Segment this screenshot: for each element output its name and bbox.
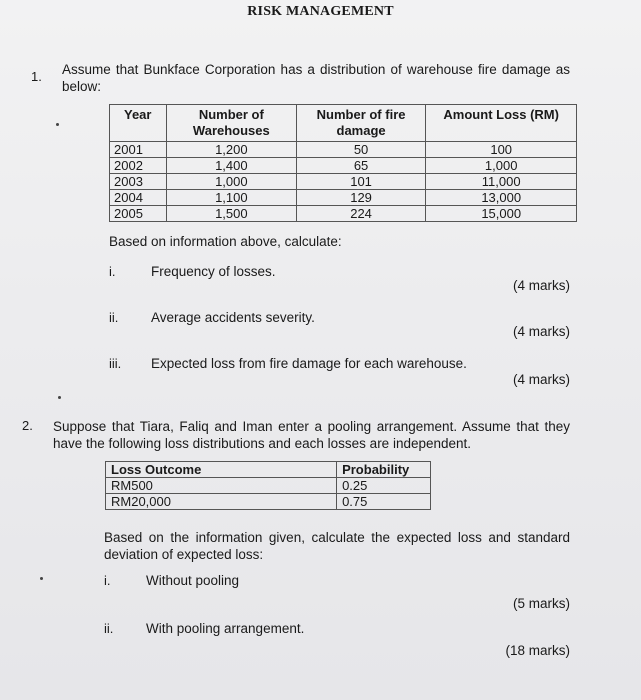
column-header: Number of Warehouses: [166, 105, 296, 142]
column-header: Number of fire damage: [296, 105, 426, 142]
table-cell: 1,500: [166, 206, 296, 222]
column-header: Loss Outcome: [106, 462, 337, 478]
table-cell: RM20,000: [106, 494, 337, 510]
marks-label: (5 marks): [513, 596, 570, 611]
warehouse-fire-table: [109, 104, 577, 222]
table-cell: 2001: [110, 142, 167, 158]
table-cell: 2003: [110, 174, 167, 190]
marks-label: (18 marks): [505, 643, 570, 658]
part-number: ii.: [104, 621, 114, 636]
table-cell: 101: [296, 174, 426, 190]
table-cell: 65: [296, 158, 426, 174]
margin-mark: [56, 123, 59, 126]
table-cell: 1,400: [166, 158, 296, 174]
table-cell: 1,000: [166, 174, 296, 190]
question-2-intro: Suppose that Tiara, Faliq and Iman enter a pooling arrangement. Assume that they have the following loss distributions and each losses are independent.: [53, 419, 570, 451]
marks-label: (4 marks): [513, 278, 570, 293]
table-cell: 1,000: [426, 158, 577, 174]
question-1-number: 1.: [31, 69, 42, 84]
table-cell: 0.75: [337, 494, 431, 510]
table-cell: 50: [296, 142, 426, 158]
margin-mark: [58, 396, 61, 399]
question-1-intro: Assume that Bunkface Corporation has a distribution of warehouse fire damage as below:: [62, 62, 570, 94]
part-number: ii.: [109, 310, 119, 325]
table-cell: 13,000: [426, 190, 577, 206]
question-2-prompt: Based on the information given, calculate the expected loss and standard deviation of expected loss:: [104, 530, 570, 562]
table-cell: 15,000: [426, 206, 577, 222]
table-row: [106, 478, 431, 494]
table-cell: RM500: [106, 478, 337, 494]
table-cell: 0.25: [337, 478, 431, 494]
column-header: Year: [110, 105, 167, 142]
table-cell: 1,200: [166, 142, 296, 158]
column-header: Probability: [337, 462, 431, 478]
table-cell: 2005: [110, 206, 167, 222]
table-cell: 224: [296, 206, 426, 222]
table-cell: 11,000: [426, 174, 577, 190]
table-row: [110, 190, 577, 206]
table-row: [110, 158, 577, 174]
table-row: [110, 206, 577, 222]
table-row: [110, 174, 577, 190]
table-cell: 2004: [110, 190, 167, 206]
table-header-row: [110, 105, 577, 142]
marks-label: (4 marks): [513, 324, 570, 339]
table-cell: 1,100: [166, 190, 296, 206]
question-1-prompt: Based on information above, calculate:: [109, 234, 342, 249]
part-number: i.: [104, 573, 111, 588]
table-cell: 129: [296, 190, 426, 206]
table-cell: 2002: [110, 158, 167, 174]
table-cell: 100: [426, 142, 577, 158]
question-2-number: 2.: [22, 418, 33, 433]
page-title: RISK MANAGEMENT: [247, 4, 394, 19]
table-row: [110, 142, 577, 158]
column-header: Amount Loss (RM): [426, 105, 577, 142]
table-row: [106, 494, 431, 510]
table-header-row: [106, 462, 431, 478]
loss-distribution-table: [105, 461, 431, 510]
part-text: Expected loss from fire damage for each warehouse.: [151, 356, 467, 371]
part-text: Without pooling: [146, 573, 240, 588]
part-text: With pooling arrangement.: [146, 621, 305, 636]
marks-label: (4 marks): [513, 372, 570, 387]
part-number: iii.: [109, 356, 122, 371]
margin-mark: [40, 577, 43, 580]
part-number: i.: [109, 264, 116, 279]
part-text: Frequency of losses.: [151, 264, 276, 279]
part-text: Average accidents severity.: [151, 310, 315, 325]
